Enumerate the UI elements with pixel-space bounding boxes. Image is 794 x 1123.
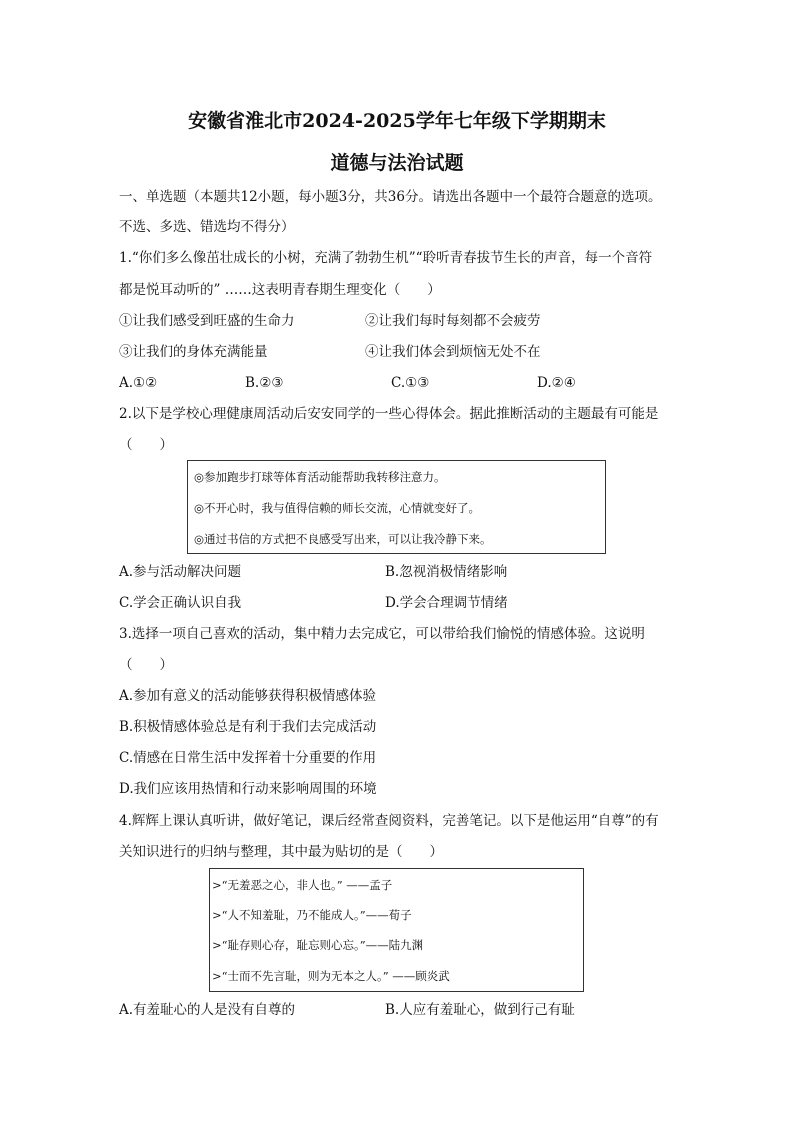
section-heading-cont: 不选、多选、错选均不得分） <box>119 219 295 235</box>
q4-box-line-1: >“无羞恶之心，非人也。” ——孟子 <box>212 878 393 892</box>
q2-box-line-1: ◎参加跑步打球等体育活动能帮助我转移注意力。 <box>194 470 446 484</box>
q1-statement-1: ①让我们感受到旺盛的生命力 <box>119 313 295 329</box>
q1-stem-cont: 都是悦耳动听的” ……这表明青春期生理变化（ ） <box>119 282 441 298</box>
section-heading: 一、单选题（本题共12小题，每小题3分，共36分。请选出各题中一个最符合题意的选项。 <box>119 189 662 205</box>
q4-box-line-3: >“耻存则心存，耻忘则心忘。”——陆九渊 <box>212 938 424 952</box>
q3-option-b: B.积极情感体验总是有利于我们去完成活动 <box>119 719 377 735</box>
q1-option-d: D.②④ <box>537 375 576 391</box>
q1-option-a: A.①② <box>119 375 158 391</box>
q1-option-b: B.②③ <box>245 375 284 391</box>
q4-stem: 4.辉辉上课认真听讲，做好笔记，课后经常查阅资料，完善笔记。以下是他运用“自尊”的有 <box>119 813 659 829</box>
q2-quote-box <box>187 460 606 554</box>
q4-option-a: A.有羞耻心的人是没有自尊的 <box>119 1002 296 1018</box>
q3-stem-cont: （ ） <box>119 657 173 673</box>
q4-stem-cont: 关知识进行的归纳与整理，其中最为贴切的是（ ） <box>119 844 443 860</box>
exam-subtitle: 道德与法治试题 <box>330 152 464 174</box>
q3-stem: 3.选择一项自己喜欢的活动，集中精力去完成它，可以带给我们愉悦的情感体验。这说明 <box>119 626 645 642</box>
q1-statement-3: ③让我们的身体充满能量 <box>119 344 268 360</box>
q2-box-line-3: ◎通过书信的方式把不良感受写出来，可以让我冷静下来。 <box>194 532 492 546</box>
q3-option-d: D.我们应该用热情和行动来影响周围的环境 <box>119 781 377 797</box>
q2-box-line-2: ◎不开心时，我与值得信赖的师长交流，心情就变好了。 <box>194 501 481 515</box>
q4-option-b: B.人应有羞耻心，做到行己有耻 <box>385 1002 575 1018</box>
q1-option-c: C.①③ <box>391 375 430 391</box>
q2-stem: 2.以下是学校心理健康周活动后安安同学的一些心得体会。据此推断活动的主题最有可能是 <box>119 406 659 422</box>
q1-stem: 1.“你们多么像茁壮成长的小树，充满了勃勃生机”“聆听青春拔节生长的声音，每一个音符 <box>119 250 653 266</box>
q4-box-line-2: >“人不知羞耻，乃不能成人。”——荀子 <box>212 908 412 922</box>
q1-statement-4: ④让我们体会到烦恼无处不在 <box>365 344 541 360</box>
exam-title: 安徽省淮北市2024-2025学年七年级下学期期末 <box>188 110 606 132</box>
q3-option-a: A.参加有意义的活动能够获得积极情感体验 <box>119 688 377 704</box>
q2-stem-cont: （ ） <box>119 437 173 453</box>
q4-quote-box <box>209 868 584 992</box>
q2-option-a: A.参与活动解决问题 <box>119 564 242 580</box>
q2-option-c: C.学会正确认识自我 <box>119 595 242 611</box>
q2-option-b: B.忽视消极情绪影响 <box>385 564 508 580</box>
q1-statement-2: ②让我们每时每刻都不会疲劳 <box>365 313 541 329</box>
q4-box-line-4: >“士而不先言耻，则为无本之人。” ——顾炎武 <box>212 969 450 983</box>
q3-option-c: C.情感在日常生活中发挥着十分重要的作用 <box>119 750 377 766</box>
q2-option-d: D.学会合理调节情绪 <box>385 595 508 611</box>
